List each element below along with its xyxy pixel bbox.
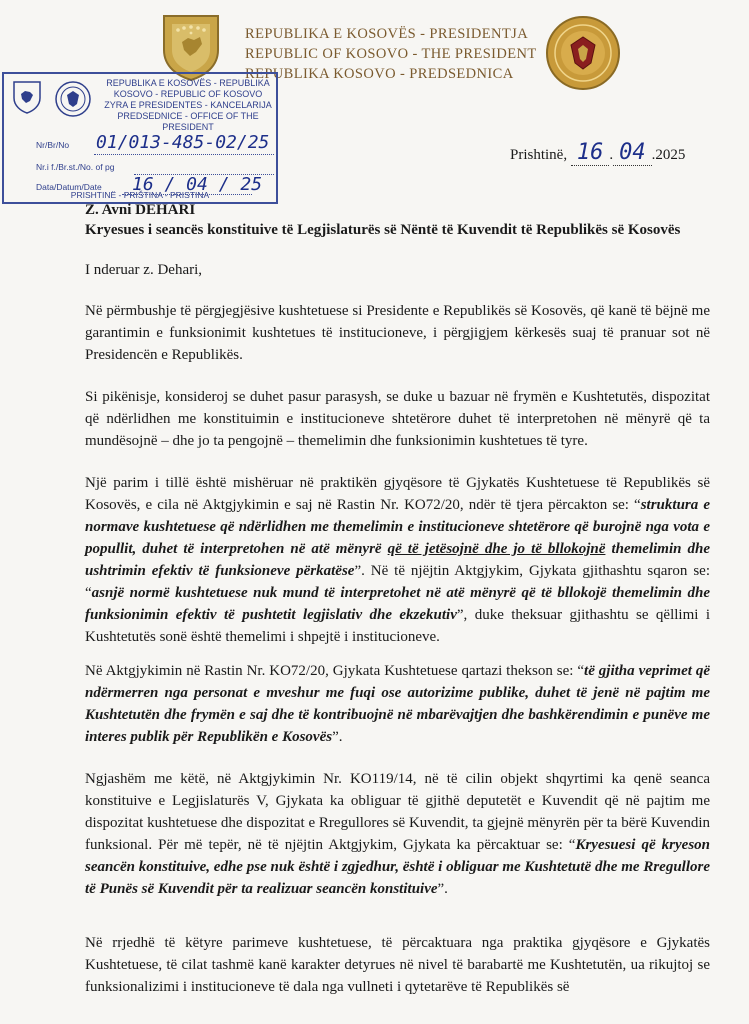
stamp-header bbox=[100, 78, 276, 133]
stamp-header-line: ZYRA E PRESIDENTES - KANCELARIJA bbox=[104, 100, 272, 110]
p5-text-end: ”. bbox=[437, 881, 448, 897]
paragraph-4 bbox=[85, 660, 710, 748]
p5-text: Ngjashëm me këtë, në Aktgjykimin Nr. KO119/14, në të cilin objekt shqyrtimi ka qenë seanca konstituive e Legjislaturës V, Gjykata ka obliguar të gjithë deputetët e Kuvendit që në pajtim me dispozitat kushtetuese dhe dispozitat e Rregullores së Kuvendit, ta gjejnë mënyrën për ta bërë Kuvendin funksional. Për më tepër, në të njëjtin Aktgjykim, Gjykata ka përcaktuar se: “ bbox=[85, 771, 710, 853]
stamp-date-value: 16 / 04 / 25 bbox=[132, 174, 263, 195]
letterhead bbox=[245, 24, 535, 84]
date-day: 16 bbox=[571, 140, 610, 166]
p4-text-end: ”. bbox=[332, 729, 343, 745]
stamp-number-label: Nr/Br/No bbox=[36, 140, 70, 150]
p3-quote-2: asnjë normë kushtetuese nuk mund të interpretohet në atë mënyrë që të bllokojë themelimin dhe funksionimin efektiv të pushtetit legjislativ dhe ekzekutiv bbox=[85, 585, 710, 623]
presidency-seal-icon bbox=[54, 80, 92, 118]
p3-text-end: ”, duke theksuar gjithashtu se qëllimi i Kushtetutës sonë është themelimi i shpejtë i institucioneve. bbox=[85, 607, 710, 645]
date-year: 2025 bbox=[655, 147, 686, 163]
stamp-header-line: PREDSEDNICE - OFFICE OF THE PRESIDENT bbox=[117, 111, 259, 132]
stamp-header-line: REPUBLIKA E KOSOVËS - REPUBLIKA bbox=[106, 78, 270, 88]
date-city: Prishtinë, bbox=[510, 147, 568, 163]
p3-quote-underlined: që të jetësojnë dhe jo të bllokojnë bbox=[387, 541, 606, 557]
kosovo-shield-icon bbox=[12, 80, 42, 114]
addressee-title: Kryesues i seancës konstituive të Legjislaturës së Nëntë të Kuvendit të Republikës së Kosovës bbox=[85, 222, 681, 238]
p3-text: Një parim i tillë është mishëruar në praktikën gjyqësore të Gjykatës Kushtetuese të Republikës së Kosovës, e cila në Aktgjykimin e saj në Rastin Nr. KO72/20, ndër të tjera përcakton se: “ bbox=[85, 475, 710, 513]
p4-text: Në Aktgjykimin në Rastin Nr. KO72/20, Gjykata Kushtetuese qartazi thekson se: “ bbox=[85, 663, 585, 679]
p3-text-mid: ”. Në të njëjtin Aktgjykim, Gjykata gjithashtu sqaron se: “ bbox=[85, 563, 710, 601]
letterhead-line-english: REPUBLIC OF KOSOVO - THE PRESIDENT bbox=[245, 46, 537, 62]
stamp-number-value: 01/013-485-02/25 bbox=[96, 132, 270, 153]
paragraph-5 bbox=[85, 768, 710, 900]
letter-date: Prishtinë, 16 . 04 .2025 bbox=[510, 140, 686, 165]
p5-quote: Kryesuesi që kryeson seancën konstituive, edhe pse nuk është i zgjedhur, është i obliguar me Kushtetutë dhe me Rregullore të Punës së Kuvendit për ta realizuar seancën konstituive bbox=[85, 837, 710, 897]
stamp-header-line: KOSOVO - REPUBLIC OF KOSOVO bbox=[113, 89, 263, 99]
p3-quote-1: struktura e normave kushtetuese që ndërlidhen me themelimin e institucioneve shtetërore që burojnë nga vota e popullit, duhet të interpretohen në atë mënyrë bbox=[85, 497, 710, 557]
registration-stamp bbox=[2, 72, 278, 204]
p4-quote: të gjitha veprimet që ndërmerren nga personat e mveshur me fuqi ose autorizime publike, duhet të jenë në pajtim me Kushtetutën dhe frymën e saj dhe të kontribuojnë në mbarëvajtjen dhe bashkërendimin e punëve me interes publik për Republikën e Kosovës bbox=[85, 663, 710, 745]
paragraph-2: Si pikënisje, konsideroj se duhet pasur parasysh, se duke u bazuar në frymën e Kushtetutës, dispozitat që ndërlidhen me konstituimin e institucioneve shtetërore duhet të interpretohen në mënyrë që ta mundësojnë – dhe jo ta pengojnë – themelimin dhe funksionimin kushtetues të tyre. bbox=[85, 389, 710, 449]
p3-quote-1-end: themelimin dhe ushtrimin efektiv të funksioneve përkatëse bbox=[85, 541, 710, 579]
letterhead-line-serbian: REPUBLIKA KOSOVO - PREDSEDNICA bbox=[245, 66, 514, 82]
paragraph-6: Në rrjedhë të këtyre parimeve kushtetuese, të përcaktuara nga praktika gjyqësore e Gjykatës Kushtetuese, të cilat tashmë kanë karakter detyrues në nivel të barabartë me Kushtetutën, ua rikujtoj se funksionalizimi i institucioneve të dala nga vullneti i qytetarëve të Republikës së bbox=[85, 935, 710, 995]
salutation: I nderuar z. Dehari, bbox=[85, 262, 203, 278]
stamp-pages-label: Nr.i f./Br.st./No. of pg bbox=[36, 162, 115, 172]
paragraph-3 bbox=[85, 472, 710, 648]
letterhead-line-albanian: REPUBLIKA E KOSOVËS - PRESIDENTJA bbox=[245, 26, 529, 42]
paragraph-1: Në përmbushje të përgjegjësive kushtetuese si Presidente e Republikës së Kosovës, që kanë të bëjnë me garantimin e funksionimit kushtetues të institucioneve, i përgjigjem kërkesës suaj të pranuar sot në Presidencën e Republikës. bbox=[85, 303, 710, 363]
stamp-footer: PRISHTINË - PRIŠTINA - PRISTINA bbox=[70, 190, 210, 200]
presidential-seal-icon bbox=[545, 15, 621, 91]
date-month: 04 bbox=[613, 140, 652, 166]
addressee-name: Z. Avni DEHARI bbox=[85, 202, 196, 218]
stamp-date-label: Data/Datum/Date bbox=[36, 182, 102, 192]
